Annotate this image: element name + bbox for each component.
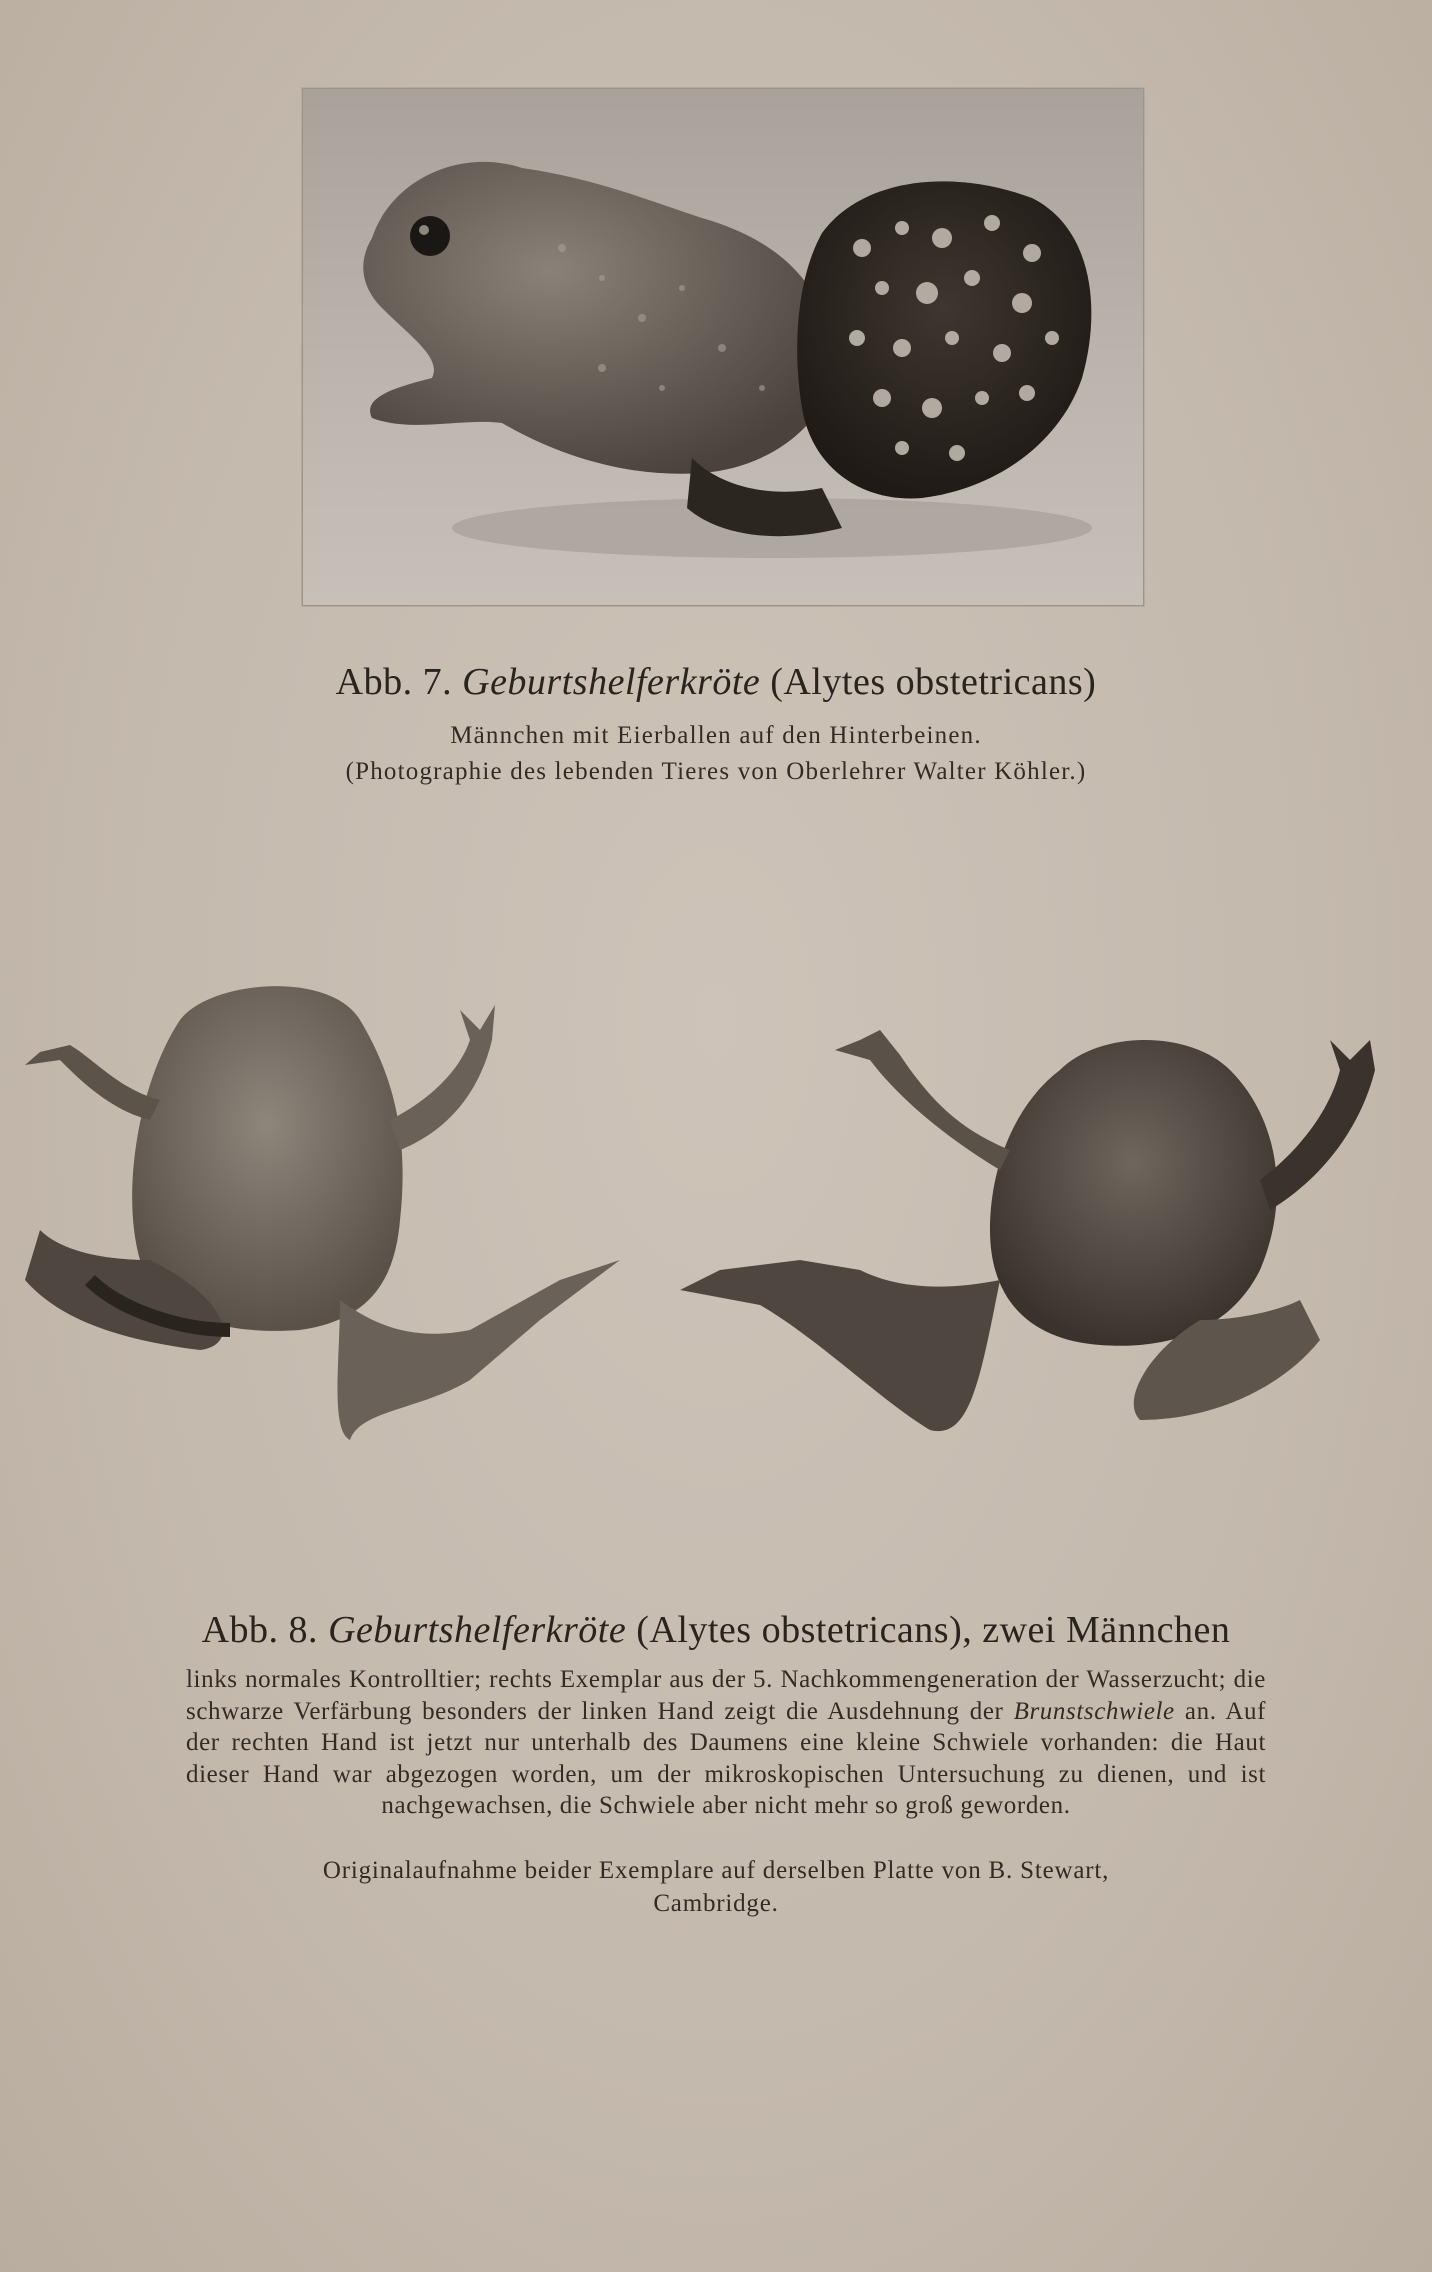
fig8-label: Abb. 8. bbox=[201, 1609, 319, 1651]
fig8-title bbox=[0, 1608, 1432, 1652]
fig8-body-part1: links normales Kontrolltier; rechts Exemplar aus der 5. Nachkommengeneration der Wasserzucht; die schwarze Verfärbung besonders der linken Hand zeigt die Ausdehnung der bbox=[186, 1666, 1266, 1725]
fig7-title bbox=[0, 660, 1432, 704]
fig7-description bbox=[0, 718, 1432, 790]
fig8-photograph bbox=[0, 960, 1432, 1560]
two-toads-picture bbox=[0, 960, 1432, 1560]
fig8-credit bbox=[0, 1854, 1432, 1920]
fig8-description bbox=[186, 1664, 1266, 1822]
fig8-credit-line1: Originalaufnahme beider Exemplare auf derselben Platte von B. Stewart, bbox=[322, 1857, 1110, 1884]
fig8-body-part2: an. Auf der rechten Hand ist jetzt nur unterhalb des Daumens eine kleine Schwiele vorhanden: die Haut dieser Hand war abgezogen worden, um der mikroskopischen Untersuchung zu dienen, und ist nachgewachsen, die Schwiele aber nicht mehr so groß geworden. bbox=[186, 1697, 1266, 1819]
right-toad bbox=[680, 1030, 1375, 1431]
fig8-name-italic: Geburtshelferkröte bbox=[328, 1609, 627, 1651]
fig8-credit-line2: Cambridge. bbox=[653, 1890, 779, 1917]
fig8-name-latin: (Alytes obstetricans), zwei Männchen bbox=[636, 1609, 1231, 1651]
fig8-body-italic: Brunstschwiele bbox=[1013, 1697, 1175, 1725]
fig7-photograph bbox=[302, 88, 1144, 606]
left-toad bbox=[25, 986, 620, 1440]
fig7-name-italic: Geburtshelferkröte bbox=[462, 661, 761, 703]
toad-with-eggs-picture bbox=[302, 88, 1144, 606]
fig7-label: Abb. 7. bbox=[335, 661, 453, 703]
fig7-line2: (Photographie des lebenden Tieres von Oberlehrer Walter Köhler.) bbox=[345, 758, 1087, 785]
fig7-line1: Männchen mit Eierballen auf den Hinterbeinen. bbox=[450, 722, 982, 749]
fig7-name-latin: (Alytes obstetricans) bbox=[770, 661, 1097, 703]
fig8-caption bbox=[0, 1608, 1432, 1652]
fig7-caption bbox=[0, 660, 1432, 790]
